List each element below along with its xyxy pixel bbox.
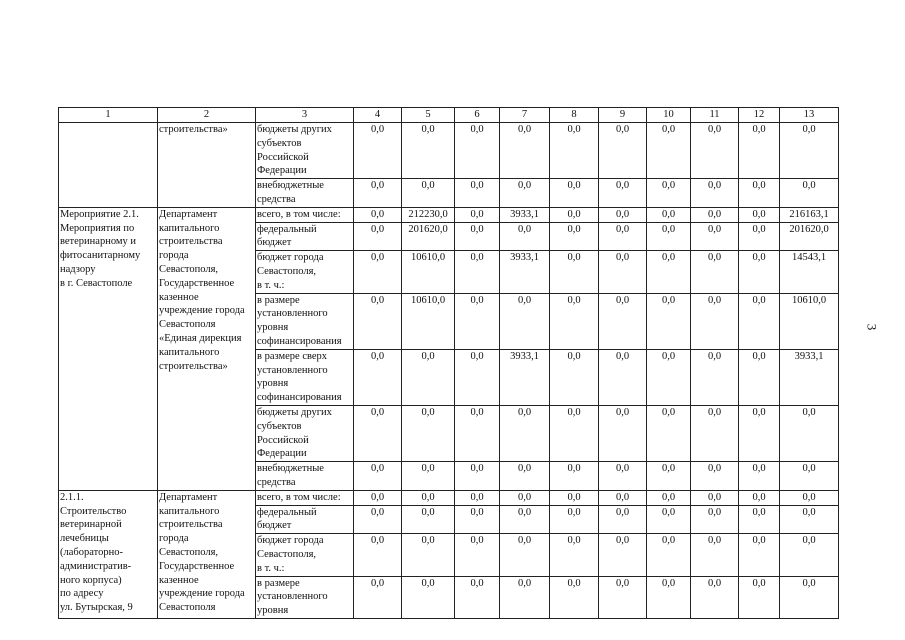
funding-source-cell: бюджеты других субъектов Российской Федерации bbox=[256, 405, 354, 461]
value-cell: 0,0 bbox=[354, 349, 402, 405]
value-cell: 14543,1 bbox=[780, 251, 839, 293]
value-cell: 0,0 bbox=[780, 490, 839, 505]
value-cell: 10610,0 bbox=[402, 251, 455, 293]
value-cell: 0,0 bbox=[691, 534, 739, 576]
value-cell: 0,0 bbox=[647, 251, 691, 293]
value-cell: 0,0 bbox=[455, 462, 500, 491]
value-cell: 0,0 bbox=[647, 534, 691, 576]
column-header: 2 bbox=[158, 108, 256, 123]
value-cell: 0,0 bbox=[739, 251, 780, 293]
value-cell: 0,0 bbox=[691, 179, 739, 208]
value-cell: 0,0 bbox=[500, 505, 550, 534]
value-cell: 0,0 bbox=[354, 576, 402, 618]
value-cell: 0,0 bbox=[550, 251, 599, 293]
column-number-row bbox=[59, 108, 839, 123]
value-cell: 0,0 bbox=[647, 576, 691, 618]
value-cell: 0,0 bbox=[354, 222, 402, 251]
value-cell: 0,0 bbox=[599, 462, 647, 491]
funding-source-cell: бюджет города Севастополя, в т. ч.: bbox=[256, 251, 354, 293]
value-cell: 0,0 bbox=[500, 179, 550, 208]
value-cell: 0,0 bbox=[739, 405, 780, 461]
value-cell: 0,0 bbox=[455, 534, 500, 576]
table-row bbox=[59, 207, 839, 222]
funding-source-cell: всего, в том числе: bbox=[256, 207, 354, 222]
value-cell: 0,0 bbox=[599, 222, 647, 251]
value-cell: 0,0 bbox=[455, 405, 500, 461]
value-cell: 0,0 bbox=[354, 490, 402, 505]
value-cell: 0,0 bbox=[500, 293, 550, 349]
value-cell: 0,0 bbox=[739, 534, 780, 576]
funding-source-cell: в размере сверх установленного уровня софинансирования bbox=[256, 349, 354, 405]
value-cell: 3933,1 bbox=[500, 251, 550, 293]
value-cell: 0,0 bbox=[354, 251, 402, 293]
value-cell: 0,0 bbox=[739, 490, 780, 505]
value-cell: 201620,0 bbox=[402, 222, 455, 251]
value-cell: 3933,1 bbox=[780, 349, 839, 405]
value-cell: 0,0 bbox=[455, 251, 500, 293]
value-cell: 0,0 bbox=[647, 207, 691, 222]
value-cell: 0,0 bbox=[500, 123, 550, 179]
value-cell: 0,0 bbox=[780, 576, 839, 618]
value-cell: 0,0 bbox=[739, 222, 780, 251]
value-cell: 0,0 bbox=[691, 251, 739, 293]
value-cell: 0,0 bbox=[354, 534, 402, 576]
value-cell: 0,0 bbox=[402, 405, 455, 461]
value-cell: 0,0 bbox=[599, 349, 647, 405]
value-cell: 0,0 bbox=[402, 490, 455, 505]
activity-name-cell: Мероприятие 2.1. Мероприятия по ветеринарному и фитосанитарному надзору в г. Севастополе bbox=[59, 207, 158, 490]
value-cell: 0,0 bbox=[780, 405, 839, 461]
value-cell: 0,0 bbox=[780, 534, 839, 576]
value-cell: 0,0 bbox=[550, 505, 599, 534]
value-cell: 0,0 bbox=[691, 576, 739, 618]
value-cell: 0,0 bbox=[550, 293, 599, 349]
value-cell: 0,0 bbox=[455, 123, 500, 179]
value-cell: 0,0 bbox=[599, 490, 647, 505]
value-cell: 0,0 bbox=[354, 207, 402, 222]
value-cell: 0,0 bbox=[550, 207, 599, 222]
column-header: 12 bbox=[739, 108, 780, 123]
value-cell: 0,0 bbox=[691, 293, 739, 349]
value-cell: 0,0 bbox=[550, 534, 599, 576]
value-cell: 0,0 bbox=[402, 576, 455, 618]
column-header: 5 bbox=[402, 108, 455, 123]
funding-source-cell: в размере установленного уровня софинансирования bbox=[256, 293, 354, 349]
column-header: 10 bbox=[647, 108, 691, 123]
value-cell: 0,0 bbox=[691, 405, 739, 461]
value-cell: 0,0 bbox=[455, 349, 500, 405]
funding-source-cell: бюджеты других субъектов Российской Федерации bbox=[256, 123, 354, 179]
table-body bbox=[59, 123, 839, 619]
value-cell: 0,0 bbox=[739, 123, 780, 179]
value-cell: 0,0 bbox=[647, 123, 691, 179]
funding-source-cell: бюджет города Севастополя, в т. ч.: bbox=[256, 534, 354, 576]
value-cell: 0,0 bbox=[691, 505, 739, 534]
funding-source-cell: всего, в том числе: bbox=[256, 490, 354, 505]
funding-source-cell: внебюджетные средства bbox=[256, 462, 354, 491]
value-cell: 0,0 bbox=[354, 405, 402, 461]
value-cell: 0,0 bbox=[354, 123, 402, 179]
value-cell: 0,0 bbox=[780, 123, 839, 179]
value-cell: 0,0 bbox=[691, 462, 739, 491]
value-cell: 0,0 bbox=[647, 490, 691, 505]
column-header: 6 bbox=[455, 108, 500, 123]
value-cell: 0,0 bbox=[647, 179, 691, 208]
value-cell: 0,0 bbox=[599, 123, 647, 179]
executor-cell: Департамент капитального строительства города Севастополя, Государственное казенное учреждение города Севастополя «Единая дирекция капитального строительства» bbox=[158, 207, 256, 490]
value-cell: 201620,0 bbox=[780, 222, 839, 251]
value-cell: 0,0 bbox=[354, 293, 402, 349]
value-cell: 3933,1 bbox=[500, 349, 550, 405]
value-cell: 0,0 bbox=[647, 405, 691, 461]
column-header: 3 bbox=[256, 108, 354, 123]
value-cell: 0,0 bbox=[599, 207, 647, 222]
value-cell: 0,0 bbox=[739, 349, 780, 405]
value-cell: 0,0 bbox=[691, 207, 739, 222]
value-cell: 0,0 bbox=[550, 349, 599, 405]
value-cell: 0,0 bbox=[455, 207, 500, 222]
funding-source-cell: внебюджетные средства bbox=[256, 179, 354, 208]
value-cell: 0,0 bbox=[402, 123, 455, 179]
value-cell: 0,0 bbox=[647, 349, 691, 405]
value-cell: 0,0 bbox=[780, 462, 839, 491]
value-cell: 0,0 bbox=[599, 293, 647, 349]
value-cell: 0,0 bbox=[599, 179, 647, 208]
page-number: 3 bbox=[864, 323, 880, 331]
value-cell: 0,0 bbox=[402, 505, 455, 534]
funding-source-cell: в размере установленного уровня bbox=[256, 576, 354, 618]
value-cell: 0,0 bbox=[550, 462, 599, 491]
column-header: 9 bbox=[599, 108, 647, 123]
value-cell: 0,0 bbox=[739, 505, 780, 534]
value-cell: 0,0 bbox=[500, 405, 550, 461]
executor-cell: строительства» bbox=[158, 123, 256, 208]
column-header: 7 bbox=[500, 108, 550, 123]
value-cell: 0,0 bbox=[500, 222, 550, 251]
value-cell: 0,0 bbox=[780, 179, 839, 208]
value-cell: 10610,0 bbox=[402, 293, 455, 349]
value-cell: 0,0 bbox=[599, 505, 647, 534]
value-cell: 0,0 bbox=[691, 222, 739, 251]
value-cell: 0,0 bbox=[550, 179, 599, 208]
activity-name-cell bbox=[59, 123, 158, 208]
value-cell: 0,0 bbox=[647, 505, 691, 534]
value-cell: 0,0 bbox=[599, 405, 647, 461]
value-cell: 0,0 bbox=[500, 490, 550, 505]
value-cell: 0,0 bbox=[739, 293, 780, 349]
value-cell: 0,0 bbox=[550, 576, 599, 618]
value-cell: 216163,1 bbox=[780, 207, 839, 222]
column-header: 8 bbox=[550, 108, 599, 123]
value-cell: 0,0 bbox=[739, 207, 780, 222]
value-cell: 0,0 bbox=[500, 534, 550, 576]
value-cell: 0,0 bbox=[599, 534, 647, 576]
value-cell: 0,0 bbox=[691, 123, 739, 179]
column-header: 4 bbox=[354, 108, 402, 123]
value-cell: 0,0 bbox=[550, 123, 599, 179]
value-cell: 0,0 bbox=[599, 576, 647, 618]
value-cell: 3933,1 bbox=[500, 207, 550, 222]
value-cell: 0,0 bbox=[739, 462, 780, 491]
value-cell: 0,0 bbox=[647, 293, 691, 349]
value-cell: 0,0 bbox=[455, 179, 500, 208]
value-cell: 0,0 bbox=[402, 179, 455, 208]
value-cell: 0,0 bbox=[691, 490, 739, 505]
value-cell: 0,0 bbox=[550, 405, 599, 461]
column-header: 13 bbox=[780, 108, 839, 123]
value-cell: 0,0 bbox=[455, 576, 500, 618]
value-cell: 0,0 bbox=[647, 462, 691, 491]
table-row bbox=[59, 123, 839, 179]
value-cell: 0,0 bbox=[739, 576, 780, 618]
value-cell: 0,0 bbox=[354, 179, 402, 208]
value-cell: 0,0 bbox=[691, 349, 739, 405]
value-cell: 0,0 bbox=[455, 505, 500, 534]
value-cell: 10610,0 bbox=[780, 293, 839, 349]
value-cell: 0,0 bbox=[455, 293, 500, 349]
value-cell: 0,0 bbox=[402, 462, 455, 491]
value-cell: 212230,0 bbox=[402, 207, 455, 222]
executor-cell: Департамент капитального строительства города Севастополя, Государственное казенное учреждение города Севастополя bbox=[158, 490, 256, 618]
value-cell: 0,0 bbox=[455, 490, 500, 505]
value-cell: 0,0 bbox=[550, 490, 599, 505]
column-header: 11 bbox=[691, 108, 739, 123]
value-cell: 0,0 bbox=[354, 505, 402, 534]
value-cell: 0,0 bbox=[455, 222, 500, 251]
activity-name-cell: 2.1.1. Строительство ветеринарной лечебницы (лабораторно- административ- ного корпуса) по адресу ул. Бутырская, 9 bbox=[59, 490, 158, 618]
value-cell: 0,0 bbox=[500, 462, 550, 491]
budget-table bbox=[58, 107, 839, 619]
value-cell: 0,0 bbox=[402, 349, 455, 405]
value-cell: 0,0 bbox=[780, 505, 839, 534]
value-cell: 0,0 bbox=[402, 534, 455, 576]
value-cell: 0,0 bbox=[500, 576, 550, 618]
column-header: 1 bbox=[59, 108, 158, 123]
value-cell: 0,0 bbox=[739, 179, 780, 208]
table-row bbox=[59, 490, 839, 505]
funding-source-cell: федеральный бюджет bbox=[256, 505, 354, 534]
value-cell: 0,0 bbox=[599, 251, 647, 293]
value-cell: 0,0 bbox=[354, 462, 402, 491]
value-cell: 0,0 bbox=[550, 222, 599, 251]
value-cell: 0,0 bbox=[647, 222, 691, 251]
funding-source-cell: федеральный бюджет bbox=[256, 222, 354, 251]
